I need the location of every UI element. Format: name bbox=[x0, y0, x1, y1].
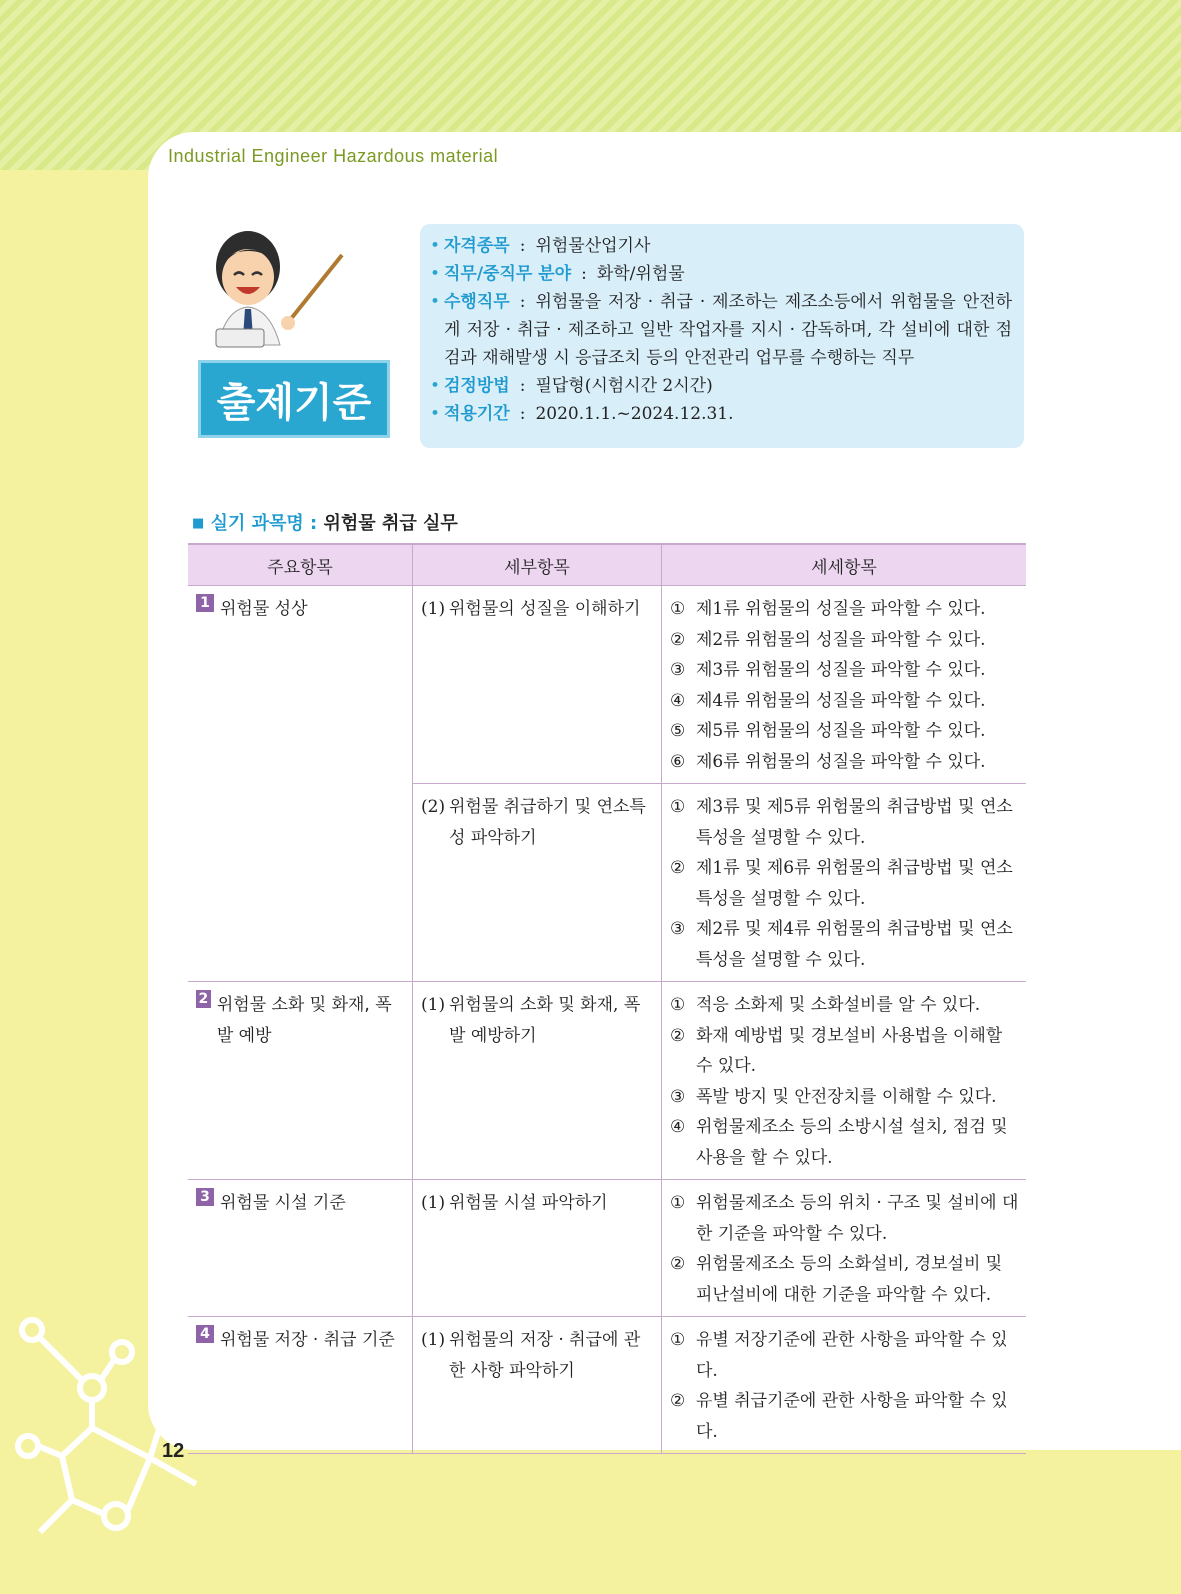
sub-item-text: 위험물 시설 파악하기 bbox=[449, 1193, 608, 1213]
main-item-title: 위험물 저장 · 취급 기준 bbox=[220, 1330, 395, 1350]
sub-item-cell bbox=[413, 586, 662, 784]
detail-number: ① bbox=[670, 1330, 686, 1350]
info-row: • 적용기간 : 2020.1.1.~2024.12.31. bbox=[430, 400, 1012, 428]
detail-text: 제1류 및 제6류 위험물의 취급방법 및 연소특성을 설명할 수 있다. bbox=[696, 858, 1013, 909]
main-item-title: 위험물 성상 bbox=[220, 599, 308, 619]
info-value: 위험물을 저장 · 취급 · 제조하는 제조소등에서 위험물을 안전하게 저장 · 취급 · 제조하고 일반 작업자를 지시 · 감독하며, 각 설비에 대한 점검과 재해발생 시 응급조치 등의 안전관리 업무를 수행하는 직무 bbox=[444, 292, 1012, 368]
detail-number: ④ bbox=[670, 690, 686, 711]
criteria-table bbox=[188, 543, 1026, 1454]
detail-number: ③ bbox=[670, 919, 686, 939]
info-row: • 수행직무 : 위험물을 저장 · 취급 · 제조하는 제조소등에서 위험물을 안전하게 저장 · 취급 · 제조하고 일반 작업자를 지시 · 감독하며, 각 설비에 대한 점검과 재해발생 시 응급조치 등의 안전관리 업무를 수행하는 직무 bbox=[430, 288, 1012, 372]
sub-item-cell bbox=[413, 982, 662, 1180]
sub-item-cell bbox=[413, 784, 662, 982]
main-item-cell bbox=[188, 1317, 413, 1454]
running-header: Industrial Engineer Hazardous material bbox=[168, 146, 499, 166]
table-row bbox=[188, 982, 1026, 1180]
detail-number: ③ bbox=[670, 660, 686, 680]
detail-number: ① bbox=[670, 995, 686, 1015]
info-key: 직무/중직무 분야 bbox=[444, 264, 572, 284]
detail-text: 제5류 위험물의 성질을 파악할 수 있다. bbox=[696, 721, 986, 741]
detail-text: 화재 예방법 및 경보설비 사용법을 이해할 수 있다. bbox=[696, 1025, 1003, 1076]
page-number: 12 bbox=[162, 1440, 185, 1462]
molecule-icon bbox=[0, 1300, 220, 1560]
main-item-title: 위험물 소화 및 화재, 폭발 예방 bbox=[216, 995, 392, 1046]
exam-info-box bbox=[420, 224, 1024, 448]
bullet-icon: • bbox=[430, 236, 441, 256]
info-value: 2020.1.1.~2024.12.31. bbox=[535, 404, 734, 424]
detail-text: 위험물제조소 등의 소화설비, 경보설비 및 피난설비에 대한 기준을 파악할 수 있다. bbox=[696, 1254, 1003, 1305]
sub-item-number: (1) bbox=[421, 1193, 446, 1213]
detail-cell bbox=[662, 1180, 1027, 1317]
main-item-cell bbox=[188, 586, 413, 982]
info-key: 적용기간 bbox=[444, 404, 510, 424]
detail-text: 제2류 및 제4류 위험물의 취급방법 및 연소특성을 설명할 수 있다. bbox=[696, 919, 1013, 970]
detail-number: ④ bbox=[670, 1117, 686, 1137]
sub-item-number: (1) bbox=[421, 599, 446, 619]
info-value: 필답형(시험시간 2시간) bbox=[535, 376, 713, 396]
detail-text: 적응 소화제 및 소화설비를 알 수 있다. bbox=[696, 995, 981, 1015]
sub-item-number: (2) bbox=[421, 797, 446, 817]
sub-item-text: 위험물의 소화 및 화재, 폭발 예방하기 bbox=[449, 995, 641, 1046]
column-header: 주요항목 bbox=[188, 544, 413, 586]
bullet-icon: • bbox=[430, 376, 441, 396]
detail-text: 제6류 위험물의 성질을 파악할 수 있다. bbox=[696, 751, 986, 772]
detail-number: ① bbox=[670, 599, 686, 619]
sub-item-text: 위험물의 저장 · 취급에 관한 사항 파악하기 bbox=[449, 1330, 641, 1381]
detail-text: 위험물제조소 등의 소방시설 설치, 점검 및 사용을 할 수 있다. bbox=[696, 1117, 1008, 1168]
main-item-number: 4 bbox=[196, 1325, 214, 1343]
sub-item-text: 위험물의 성질을 이해하기 bbox=[449, 599, 641, 619]
detail-text: 제3류 및 제5류 위험물의 취급방법 및 연소특성을 설명할 수 있다. bbox=[696, 797, 1013, 848]
detail-text: 위험물제조소 등의 위치 · 구조 및 설비에 대한 기준을 파악할 수 있다. bbox=[696, 1193, 1019, 1244]
table-header-row bbox=[188, 544, 1026, 586]
main-item-cell bbox=[188, 1180, 413, 1317]
detail-number: ② bbox=[670, 1025, 686, 1046]
info-value: 위험물산업기사 bbox=[535, 236, 651, 256]
table-row bbox=[188, 586, 1026, 784]
info-key: 자격종목 bbox=[444, 236, 510, 256]
detail-text: 유별 저장기준에 관한 사항을 파악할 수 있다. bbox=[696, 1330, 1008, 1381]
table-row bbox=[188, 1180, 1026, 1317]
sub-item-number: (1) bbox=[421, 995, 446, 1015]
section-title bbox=[192, 509, 458, 535]
detail-text: 유별 취급기준에 관한 사항을 파악할 수 있다. bbox=[696, 1391, 1008, 1442]
info-row: • 자격종목 : 위험물산업기사 bbox=[430, 232, 1012, 260]
exam-criteria-badge: 출제기준 bbox=[198, 360, 390, 438]
detail-number: ② bbox=[670, 1254, 686, 1274]
teacher-mascot-icon bbox=[196, 225, 396, 365]
sub-item-text: 위험물 취급하기 및 연소특성 파악하기 bbox=[449, 797, 646, 848]
detail-text: 폭발 방지 및 안전장치를 이해할 수 있다. bbox=[696, 1086, 997, 1107]
sub-item-number: (1) bbox=[421, 1330, 446, 1350]
bullet-icon: • bbox=[430, 404, 441, 424]
detail-number: ② bbox=[670, 1391, 686, 1411]
detail-number: ③ bbox=[670, 1086, 686, 1107]
sub-item-cell bbox=[413, 1317, 662, 1454]
main-item-number: 1 bbox=[196, 594, 214, 612]
detail-number: ① bbox=[670, 1193, 686, 1213]
main-item-number: 2 bbox=[196, 990, 211, 1008]
main-item-cell bbox=[188, 982, 413, 1180]
section-label: 실기 과목명 : bbox=[210, 513, 318, 534]
info-row: • 검정방법 : 필답형(시험시간 2시간) bbox=[430, 372, 1012, 400]
info-key: 검정방법 bbox=[444, 376, 510, 396]
detail-cell bbox=[662, 982, 1027, 1180]
info-row: • 직무/중직무 분야 : 화학/위험물 bbox=[430, 260, 1012, 288]
column-header: 세부항목 bbox=[413, 544, 662, 586]
detail-number: ① bbox=[670, 797, 686, 817]
section-subject: 위험물 취급 실무 bbox=[323, 513, 458, 534]
detail-text: 제4류 위험물의 성질을 파악할 수 있다. bbox=[696, 690, 986, 711]
detail-cell bbox=[662, 784, 1027, 982]
info-value: 화학/위험물 bbox=[596, 264, 685, 284]
bullet-icon: • bbox=[430, 264, 441, 284]
detail-text: 제2류 위험물의 성질을 파악할 수 있다. bbox=[696, 629, 986, 650]
bullet-icon: • bbox=[430, 292, 441, 312]
square-bullet-icon: ■ bbox=[192, 516, 205, 531]
detail-number: ② bbox=[670, 629, 686, 650]
detail-number: ⑥ bbox=[670, 751, 686, 772]
detail-cell bbox=[662, 1317, 1027, 1454]
column-header: 세세항목 bbox=[662, 544, 1027, 586]
detail-text: 제3류 위험물의 성질을 파악할 수 있다. bbox=[696, 660, 986, 680]
main-item-title: 위험물 시설 기준 bbox=[220, 1193, 346, 1213]
table-row bbox=[188, 1317, 1026, 1454]
info-key: 수행직무 bbox=[444, 292, 510, 312]
main-item-number: 3 bbox=[196, 1188, 214, 1206]
sub-item-cell bbox=[413, 1180, 662, 1317]
detail-number: ② bbox=[670, 858, 686, 878]
detail-cell bbox=[662, 586, 1027, 784]
detail-number: ⑤ bbox=[670, 721, 686, 741]
detail-text: 제1류 위험물의 성질을 파악할 수 있다. bbox=[696, 599, 986, 619]
